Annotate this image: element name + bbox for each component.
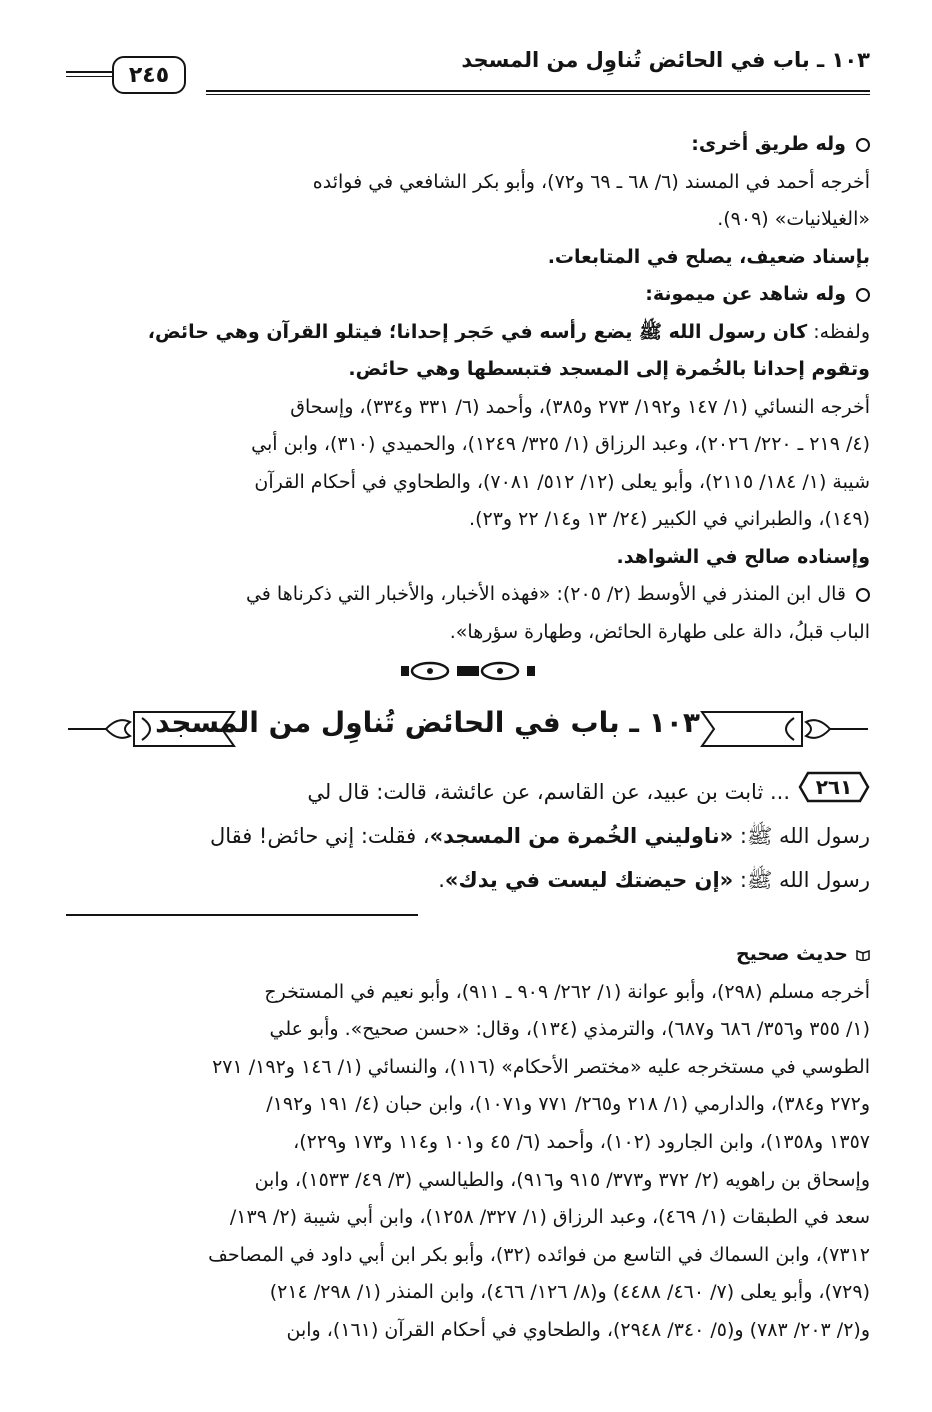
- paragraph-line: و٢٧٢ و٣٨٤)، والدارمي (١/ ٢١٨ و٢٦٥/ ٧٧١ و١٠٧١)، وابن حبان (٤/ ١٩١ و١٩٢/: [266, 1093, 870, 1116]
- chapter-ornament-right-icon: [700, 708, 870, 750]
- paragraph-line: ١٣٥٧ و١٣٥٨)، وابن الجارود (١٠٢)، وأحمد (٦/ ٤٥ و١٠١ و١١٤ و١٧٣ و٢٢٩)،: [293, 1130, 870, 1153]
- paragraph-line: [66, 126, 870, 164]
- paragraph-line: وتقوم إحدانا بالخُمرة إلى المسجد فتبسطها وهي حائض.: [348, 358, 870, 380]
- page-header: [66, 44, 870, 100]
- header-left-line: [66, 71, 112, 73]
- paragraph-line: [66, 858, 870, 902]
- book-icon: [856, 949, 870, 961]
- paragraph-line: ٧٣١٢)، وابن السماك في التاسع من فوائده (٣٢)، وأبو بكر ابن أبي داود في المصاحف: [208, 1243, 870, 1266]
- book-page: [66, 44, 870, 1384]
- paragraph-line: أخرجه النسائي (١/ ١٤٧ و١٩٢/ ٢٧٣ و٣٨٥)، وأحمد (٦/ ٣٣١ و٣٣٤)، وإسحاق: [290, 395, 870, 418]
- subheading-witness: وله شاهد عن ميمونة:: [645, 283, 846, 305]
- paragraph-line: و(٢/ ٢٠٣/ ٧٨٣) و(٥/ ٣٤٠/ ٢٩٤٨)، والطحاوي في أحكام القرآن (١٦١)، وابن: [286, 1318, 870, 1341]
- header-left-line-thin: [66, 76, 112, 77]
- hadith-text: [66, 770, 870, 902]
- paragraph-line: [66, 936, 870, 974]
- paragraph-line: أخرجه أحمد في المسند (٦/ ٦٨ ـ ٦٩ و٧٢)، وأبو بكر الشافعي في فوائده: [312, 170, 870, 193]
- hadith-number: ٢٦١: [815, 775, 853, 799]
- hadith-number-badge: [798, 770, 870, 804]
- takhrij-section: [66, 936, 870, 1350]
- running-title: ١٠٣ ـ باب في الحائض تُناوِل من المسجد: [461, 48, 870, 72]
- text-suffix: ، فقلت: إني حائض! فقال: [209, 824, 430, 848]
- hadith-wording: «إن حيضتك ليست في يدك»: [444, 868, 734, 892]
- paragraph-line: الباب قبلُ، دالة على طهارة الحائض، وطهارة سؤرها».: [449, 620, 870, 643]
- hadith-wording: «ناوليني الخُمرة من المسجد»: [429, 824, 734, 848]
- chapter-heading: [66, 700, 870, 760]
- subheading-other-route: وله طريق أخرى:: [691, 133, 846, 155]
- hadith-wording: كان رسول الله ﷺ يضع رأسه في حَجر إحدانا؛ فيتلو القرآن وهي حائض،: [147, 320, 808, 343]
- bullet-circle-icon: [856, 138, 870, 152]
- paragraph-line: وإسناده صالح في الشواهد.: [616, 545, 870, 568]
- section-other-routes: [66, 126, 870, 651]
- header-rule-thin: [206, 94, 870, 95]
- paragraph-line: الطوسي في مستخرجه عليه «مختصر الأحكام» (١١٦)، والنسائي (١/ ١٤٦ و١٩٢/ ٢٧١: [212, 1055, 870, 1078]
- paragraph-line: [66, 576, 870, 614]
- paragraph-line: (١/ ٣٥٥ و٣٥٦/ ٦٨٦ و٦٨٧)، والترمذي (١٣٤)، وقال: «حسن صحيح». وأبو علي: [269, 1018, 870, 1041]
- paragraph-line: بإسناد ضعيف، يصلح في المتابعات.: [547, 245, 870, 268]
- chapter-title: ١٠٣ ـ باب في الحائض تُناوِل من المسجد: [155, 706, 700, 739]
- paragraph-line: [66, 314, 870, 352]
- paragraph-line: [66, 276, 870, 314]
- paragraph-line: وإسحاق بن راهويه (٢/ ٣٧٢ و٣٧٣/ ٩١٥ و٩١٦)، والطيالسي (٣/ ٤٩/ ١٥٣٣)، وابن: [254, 1168, 870, 1191]
- paragraph-line: (٤/ ٢١٩ ـ ٢٢٠/ ٢٠٢٦)، وعبد الرزاق (١/ ٣٢٥/ ١٢٤٩)، والحميدي (٣١٠)، وابن أبي: [251, 433, 870, 455]
- text-suffix: .: [438, 868, 445, 892]
- paragraph-line: «الغيلانيات» (٩٠٩).: [717, 208, 870, 230]
- bullet-circle-icon: [856, 288, 870, 302]
- isnad-text: ... ثابت بن عبيد، عن القاسم، عن عائشة، قالت: قال لي: [307, 780, 790, 804]
- separator-ornament-icon: [393, 660, 543, 682]
- text-prefix: رسول الله ﷺ:: [733, 824, 870, 848]
- page-number-badge: [66, 56, 206, 96]
- paragraph-line: (١٤٩)، والطبراني في الكبير (٢٤/ ١٣ و١٤/ ٢٢ و٢٣).: [469, 508, 870, 530]
- text-prefix: رسول الله ﷺ:: [733, 868, 870, 892]
- paragraph-line: [66, 814, 870, 858]
- hadith-grade: حديث صحيح: [735, 943, 848, 965]
- footnote-rule: [66, 914, 418, 916]
- paragraph-line: سعد في الطبقات (١/ ٤٦٩)، وعبد الرزاق (١/ ٣٢٧/ ١٢٥٨)، وابن أبي شيبة (٢/ ١٣٩/: [229, 1206, 870, 1229]
- quote-text: قال ابن المنذر في الأوسط (٢/ ٢٠٥): «فهذه الأخبار، والأخبار التي ذكرناها في: [245, 583, 846, 605]
- paragraph-line: أخرجه مسلم (٢٩٨)، وأبو عوانة (١/ ٢٦٢/ ٩٠٩ ـ ٩١١)، وأبو نعيم في المستخرج: [264, 980, 870, 1003]
- text-prefix: ولفظه:: [807, 320, 870, 343]
- bullet-circle-icon: [856, 588, 870, 602]
- page-number: ٢٤٥: [112, 56, 186, 94]
- header-rule: [206, 90, 870, 92]
- paragraph-line: شيبة (١/ ١٨٤/ ٢١١٥)، وأبو يعلى (١٢/ ٥١٢/ ٧٠٨١)، والطحاوي في أحكام القرآن: [254, 470, 870, 493]
- paragraph-line: [66, 770, 870, 814]
- paragraph-line: (٧٢٩)، وأبو يعلى (٧/ ٤٦٠/ ٤٤٨٨) و(٨/ ١٢٦/ ٤٦٦)، وابن المنذر (١/ ٢٩٨/ ٢١٤): [269, 1281, 870, 1304]
